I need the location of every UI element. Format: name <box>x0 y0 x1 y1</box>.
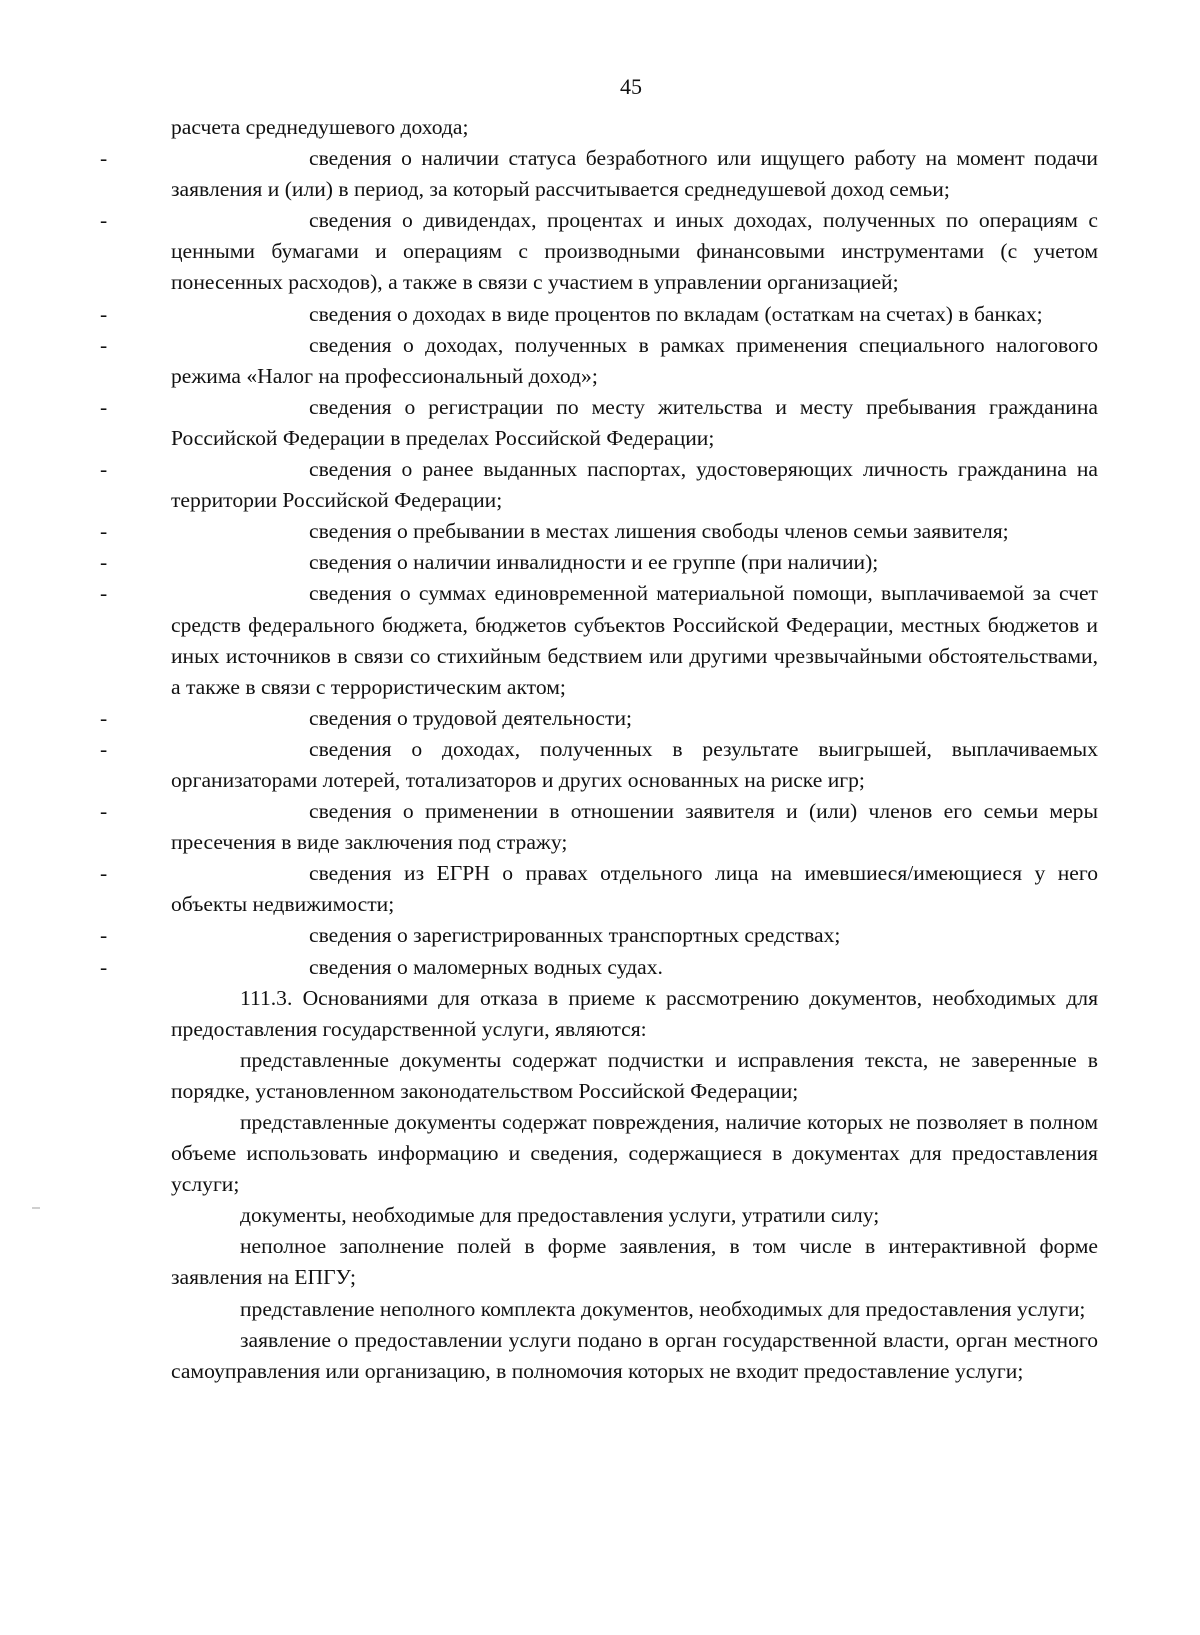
list-item-text: сведения о трудовой деятельности; <box>309 705 633 730</box>
paragraph: 111.3. Основаниями для отказа в приеме к рассмотрению документов, необходимых для предоставления государственной услуги, являются: <box>171 985 1098 1041</box>
list-item-text: сведения о пребывании в местах лишения свободы членов семьи заявителя; <box>309 519 1009 544</box>
list-item <box>100 703 1098 734</box>
list-dash: - <box>100 146 108 171</box>
list-item <box>100 796 1098 858</box>
list-item-text: сведения о суммах единовременной материальной помощи, выплачиваемой за счет средств федерального бюджета, бюджетов субъектов Российской Федерации, местных бюджетов и иных источников в связи со стихийным бедствием или другими чрезвычайными обстоятельствами, а также в связи с террористическим актом; <box>171 581 1098 699</box>
list-item-text: сведения о регистрации по месту жительства и месту пребывания гражданина Российской Федерации в пределах Российской Федерации; <box>171 394 1098 450</box>
list-item-text: сведения о дивидендах, процентах и иных доходах, полученных по операциям с ценными бумагами и операциям с производными финансовыми инструментами (с учетом понесенных расходов), а также в связи с участием в управлении организацией; <box>171 208 1098 295</box>
list-item <box>100 143 1098 205</box>
paragraph: документы, необходимые для предоставления услуги, утратили силу; <box>240 1203 880 1228</box>
list-item-text: сведения о доходах в виде процентов по вкладам (остаткам на счетах) в банках; <box>309 301 1043 326</box>
paragraph: представленные документы содержат подчистки и исправления текста, не заверенные в порядке, установленном законодательством Российской Федерации; <box>171 1047 1098 1103</box>
list-dash: - <box>100 923 108 948</box>
list-dash: - <box>100 799 108 824</box>
list-dash: - <box>100 332 108 357</box>
list-item-text: сведения о применении в отношении заявителя и (или) членов его семьи меры пресечения в виде заключения под стражу; <box>171 799 1098 855</box>
list-item-text: сведения о доходах, полученных в результате выигрышей, выплачиваемых организаторами лотерей, тотализаторов и других основанных на риске игр; <box>171 736 1098 792</box>
list-dash: - <box>100 457 108 482</box>
paragraph: неполное заполнение полей в форме заявления, в том числе в интерактивной форме заявления на ЕПГУ; <box>171 1234 1098 1290</box>
list-dash: - <box>100 208 108 233</box>
list-item-text: сведения о доходах, полученных в рамках применения специального налогового режима «Налог на профессиональный доход»; <box>171 332 1098 388</box>
list-item <box>100 547 1098 578</box>
list-item <box>100 578 1098 702</box>
list-dash: - <box>100 861 108 886</box>
paragraph: представленные документы содержат повреждения, наличие которых не позволяет в полном объеме использовать информацию и сведения, содержащиеся в документах для предоставления услуги; <box>171 1110 1098 1197</box>
paragraph: представление неполного комплекта документов, необходимых для предоставления услуги; <box>240 1296 1086 1321</box>
paragraph: заявление о предоставлении услуги подано в орган государственной власти, орган местного самоуправления или организацию, в полномочия которых не входит предоставление услуги; <box>171 1327 1098 1383</box>
scan-artifact <box>32 1207 40 1209</box>
list-item-text: сведения о зарегистрированных транспортных средствах; <box>309 923 841 948</box>
list-item-text: сведения о наличии инвалидности и ее группе (при наличии); <box>309 550 879 575</box>
list-item <box>100 299 1098 330</box>
list-item <box>100 858 1098 920</box>
list-dash: - <box>100 954 108 979</box>
list-item <box>100 516 1098 547</box>
list-dash: - <box>100 705 108 730</box>
list-dash: - <box>100 519 108 544</box>
list-dash: - <box>100 581 108 606</box>
list-item <box>100 920 1098 951</box>
list-item-text: сведения из ЕГРН о правах отдельного лица на имевшиеся/имеющиеся у него объекты недвижимости; <box>171 861 1098 917</box>
list-item-text: сведения о маломерных водных судах. <box>309 954 663 979</box>
list-item <box>100 952 1098 983</box>
document-body <box>100 112 1098 1387</box>
list-dash: - <box>100 736 108 761</box>
page-number: 45 <box>620 74 642 99</box>
list-dash: - <box>100 394 108 419</box>
list-item <box>100 205 1098 298</box>
list-item <box>100 392 1098 454</box>
list-dash: - <box>100 301 108 326</box>
list-item <box>100 454 1098 516</box>
list-dash: - <box>100 550 108 575</box>
paragraph-continuation: расчета среднедушевого дохода; <box>171 115 469 139</box>
list-item-text: сведения о ранее выданных паспортах, удостоверяющих личность гражданина на территории Российской Федерации; <box>171 457 1098 513</box>
list-item-text: сведения о наличии статуса безработного или ищущего работу на момент подачи заявления и (или) в период, за который рассчитывается среднедушевой доход семьи; <box>171 146 1098 202</box>
list-item <box>100 330 1098 392</box>
list-item <box>100 734 1098 796</box>
